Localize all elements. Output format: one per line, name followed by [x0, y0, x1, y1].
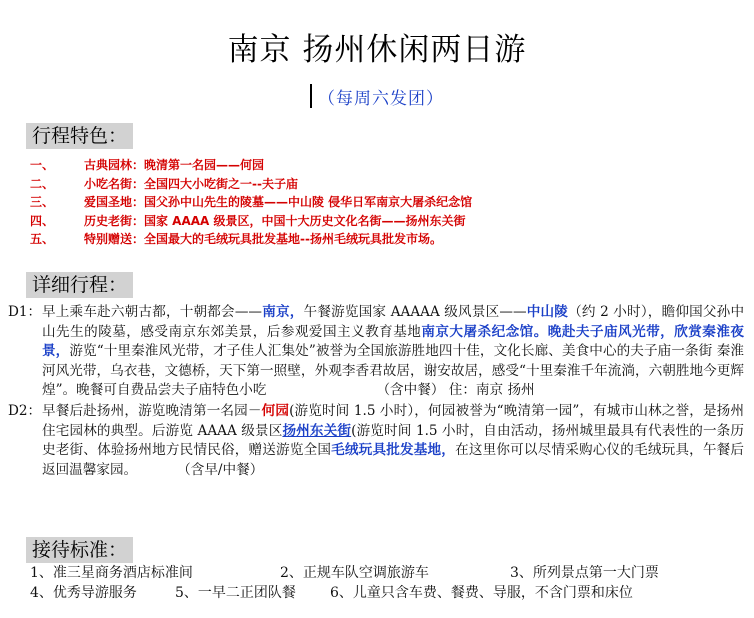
feature-text: 小吃名街：全国四大小吃街之一--夫子庙	[84, 176, 298, 191]
highlight-heyuan: 何园	[261, 402, 290, 419]
highlight-dongguanjie: 扬州东关街	[282, 422, 352, 439]
feature-list	[30, 156, 730, 249]
standards-row	[30, 563, 730, 583]
feature-item	[30, 230, 730, 249]
highlight-toy-market: 毛绒玩具批发基地，	[331, 442, 456, 459]
feature-number: 二、	[30, 176, 55, 191]
standards-row	[30, 583, 730, 603]
itinerary-day-2	[8, 402, 744, 480]
feature-item	[30, 175, 730, 194]
itinerary	[8, 303, 744, 480]
feature-number: 四、	[30, 213, 55, 228]
day-description	[42, 303, 744, 401]
feature-item	[30, 212, 730, 231]
highlight-zhongshanling: 中山陵	[526, 304, 569, 320]
section-heading-detail: 详细行程：	[26, 272, 133, 298]
subtitle-box	[310, 83, 444, 109]
feature-text: 特别赠送：全国最大的毛绒玩具批发基地--扬州毛绒玩具批发市场。	[84, 232, 442, 246]
section-heading-standard: 接待标准：	[26, 537, 133, 563]
feature-text: 爱国圣地：国父孙中山先生的陵墓——中山陵 侵华日军南京大屠杀纪念馆	[84, 195, 473, 209]
day-meals: （含早/中餐）	[177, 461, 264, 478]
standard-item: 4、优秀导游服务	[30, 585, 137, 601]
feature-item	[30, 193, 730, 212]
standard-item: 5、一早二正团队餐	[175, 585, 296, 601]
highlight-nanjing: 南京，	[262, 304, 304, 320]
subtitle-divider	[310, 84, 312, 108]
day-meals: （含中餐） 住：南京 扬州	[376, 382, 535, 399]
standard-item: 2、正规车队空调旅游车	[280, 565, 429, 581]
feature-item	[30, 156, 730, 175]
standard-item: 3、所列景点第一大门票	[510, 565, 659, 581]
day-text: (游览时间 1.5 小时），何园被誉为“晚清第一园”，有城市山林之誉，是扬州住宅园林的典型。后游览 AAAA 级景区	[42, 402, 745, 439]
day-text: 在这里你可以尽情采购心仪的毛绒玩具，午餐后返回温馨家园。	[42, 442, 745, 478]
feature-number: 三、	[30, 195, 55, 209]
day-text: 游览“十里秦淮风光带，才子佳人汇集处”被誉为全国旅游胜地四十佳，文化长廊、美食中心的夫子庙一条街 秦淮河风光带，乌衣巷，文德桥，天下第一照壁，外观李香君故居，谢安故居，感受“十里秦淮千年流淌，六朝胜地今更辉煌”。晚餐可自费品尝夫子庙特色小吃	[42, 343, 745, 399]
feature-number: 五、	[30, 232, 55, 246]
day-text: 午餐游览国家 AAAAA 级风景区——	[303, 304, 527, 320]
standard-item: 6、儿童只含车费、餐费、导服，不含门票和床位	[330, 585, 633, 601]
feature-text: 历史老街：国家 AAAA 级景区，中国十大历史文化名街——扬州东关街	[84, 213, 466, 228]
day-text: 早餐后赴扬州，游览晚清第一名园－	[42, 402, 262, 419]
service-standards	[30, 563, 730, 603]
day-text: (游览时间 1.5 小时，自由活动，扬州城里最具有代表性的一条历史老街、体验扬州地方民情民俗，赠送游览全国	[42, 422, 745, 459]
day-text: （约 2 小时），瞻仰国父孙中山先生的陵墓，感受南京东郊美景，后参观爱国主义教育基地	[42, 304, 745, 340]
standard-item: 1、准三星商务酒店标准间	[30, 565, 193, 581]
day-label: D2：	[8, 402, 42, 419]
section-heading-features: 行程特色：	[26, 123, 133, 149]
page-title: 南京 扬州休闲两日游	[227, 32, 527, 68]
day-description	[42, 402, 744, 480]
feature-text: 古典园林：晚清第一名园——何园	[84, 158, 265, 172]
itinerary-day-1	[8, 303, 744, 401]
feature-number: 一、	[30, 158, 55, 172]
day-text: 早上乘车赴六朝古都，十朝都会——	[42, 304, 263, 320]
highlight-memorial: 南京大屠杀纪念馆。晚赴夫子庙风光带，欣赏秦淮夜景，	[42, 323, 745, 360]
subtitle: （每周六发团）	[318, 88, 444, 109]
day-label: D1：	[8, 304, 42, 320]
